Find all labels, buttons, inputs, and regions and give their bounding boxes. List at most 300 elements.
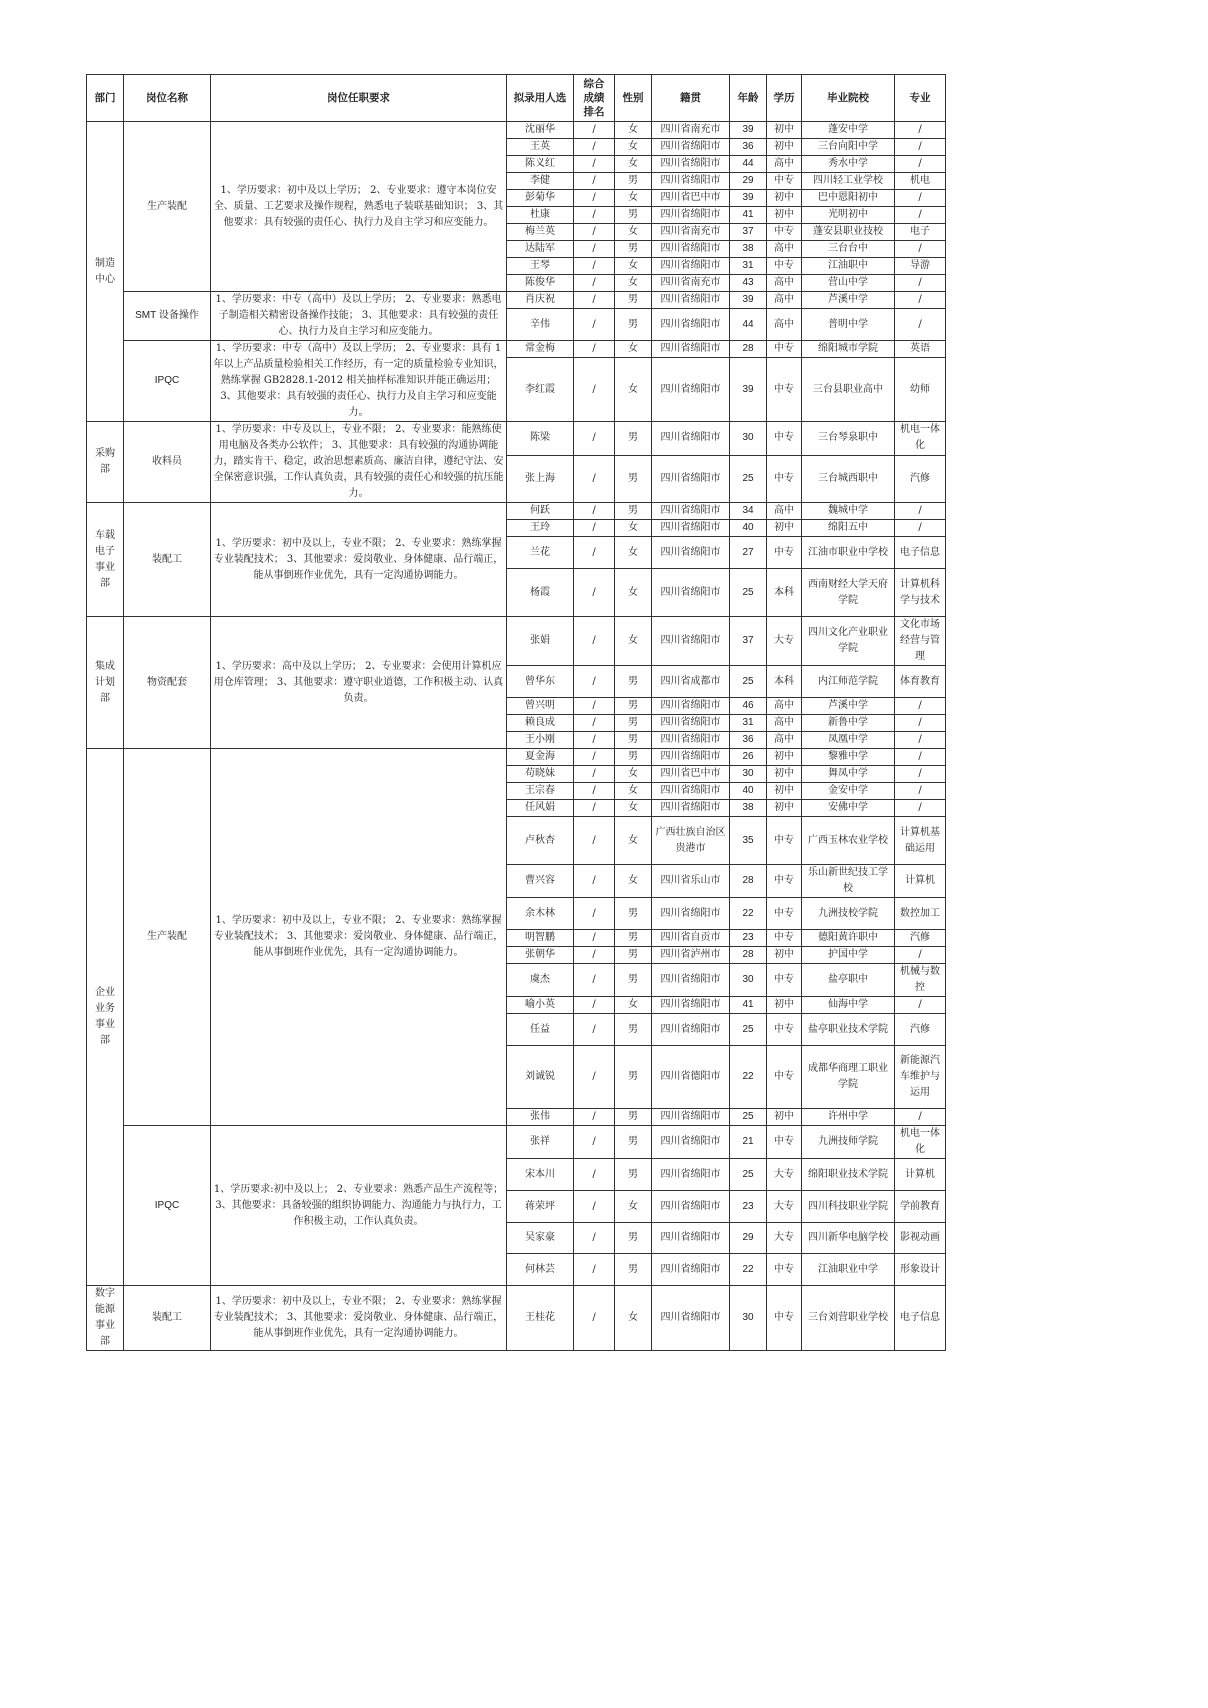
candidate-education: 高中 (767, 309, 802, 341)
candidate-age: 44 (730, 156, 767, 173)
candidate-education: 高中 (767, 732, 802, 749)
candidate-gender: 女 (615, 537, 652, 569)
candidate-gender: 男 (615, 732, 652, 749)
candidate-origin: 四川省绵阳市 (652, 341, 730, 358)
candidate-school: 三台台中 (802, 241, 895, 258)
candidate-school: 三台琴泉职中 (802, 422, 895, 456)
candidate-education: 初中 (767, 947, 802, 964)
candidate-gender: 男 (615, 173, 652, 190)
candidate-school: 蓬安中学 (802, 122, 895, 139)
candidate-education: 中专 (767, 1014, 802, 1046)
candidate-major: 汽修 (895, 1014, 946, 1046)
candidate-major: 英语 (895, 341, 946, 358)
candidate-gender: 男 (615, 749, 652, 766)
candidate-school: 三台城西职中 (802, 455, 895, 502)
candidate-name: 王英 (507, 139, 574, 156)
candidate-major: 影视动画 (895, 1223, 946, 1254)
candidate-name: 明智鹏 (507, 930, 574, 947)
requirements-cell: 1、学历要求：初中及以上，专业不限； 2、专业要求：熟练掌握专业装配技术； 3、其他要求：爱岗敬业、身体健康、品行端正，能从事倒班作业优先，具有一定沟通协调能力。 (211, 1286, 507, 1351)
candidate-rank: / (574, 455, 615, 502)
candidate-education: 大专 (767, 1191, 802, 1223)
requirements-cell: 1、学历要求:初中及以上； 2、专业要求：熟悉产品生产流程等； 3、其他要求：具备较强的组织协调能力、沟通能力与执行力，工作积极主动，工作认真负责。 (211, 1126, 507, 1286)
candidate-age: 23 (730, 930, 767, 947)
position-cell: SMT 设备操作 (124, 292, 211, 341)
candidate-school: 安佛中学 (802, 800, 895, 817)
candidate-gender: 女 (615, 358, 652, 422)
candidate-school: 舞凤中学 (802, 766, 895, 783)
candidate-origin: 广西壮族自治区贵港市 (652, 817, 730, 865)
candidate-rank: / (574, 569, 615, 617)
candidate-major: / (895, 800, 946, 817)
candidate-name: 余木林 (507, 898, 574, 930)
candidate-major: 机械与数控 (895, 964, 946, 997)
recruitment-table (86, 74, 946, 1351)
candidate-rank: / (574, 698, 615, 715)
table-row (87, 1286, 946, 1351)
candidate-age: 25 (730, 455, 767, 502)
candidate-name: 蒋荣坪 (507, 1191, 574, 1223)
candidate-age: 43 (730, 275, 767, 292)
header-major: 专业 (895, 75, 946, 122)
candidate-name: 王小刚 (507, 732, 574, 749)
candidate-name: 陈梁 (507, 422, 574, 456)
candidate-name: 彭菊华 (507, 190, 574, 207)
candidate-age: 22 (730, 1254, 767, 1286)
candidate-rank: / (574, 207, 615, 224)
candidate-gender: 女 (615, 569, 652, 617)
candidate-gender: 男 (615, 1223, 652, 1254)
candidate-education: 中专 (767, 1126, 802, 1159)
candidate-education: 初中 (767, 800, 802, 817)
candidate-origin: 四川省绵阳市 (652, 749, 730, 766)
candidate-education: 中专 (767, 865, 802, 898)
candidate-education: 高中 (767, 292, 802, 309)
candidate-education: 中专 (767, 930, 802, 947)
department-cell: 企业业务事业部 (87, 749, 124, 1286)
candidate-education: 初中 (767, 1109, 802, 1126)
candidate-age: 29 (730, 173, 767, 190)
candidate-origin: 四川省绵阳市 (652, 455, 730, 502)
candidate-major: / (895, 503, 946, 520)
candidate-gender: 女 (615, 865, 652, 898)
candidate-gender: 男 (615, 241, 652, 258)
candidate-name: 任益 (507, 1014, 574, 1046)
candidate-origin: 四川省南充市 (652, 275, 730, 292)
candidate-education: 中专 (767, 358, 802, 422)
candidate-rank: / (574, 766, 615, 783)
candidate-name: 吴家豪 (507, 1223, 574, 1254)
candidate-education: 中专 (767, 173, 802, 190)
candidate-origin: 四川省绵阳市 (652, 309, 730, 341)
candidate-name: 刘诚锐 (507, 1046, 574, 1109)
candidate-origin: 四川省泸州市 (652, 947, 730, 964)
candidate-age: 34 (730, 503, 767, 520)
candidate-name: 曾兴明 (507, 698, 574, 715)
candidate-major: 电子信息 (895, 537, 946, 569)
requirements-cell: 1、学历要求：中专（高中）及以上学历； 2、专业要求：具有 1 年以上产品质量检验相关工作经历，有一定的质量检验专业知识，熟练掌握 GB2828.1-2012 相关抽样标准知识并能正确运用； 3、其他要求：具有较强的责任心、执行力及自主学习和应变能力。 (211, 341, 507, 422)
candidate-name: 王琴 (507, 258, 574, 275)
candidate-age: 40 (730, 783, 767, 800)
candidate-school: 秀水中学 (802, 156, 895, 173)
candidate-origin: 四川省绵阳市 (652, 139, 730, 156)
candidate-gender: 女 (615, 139, 652, 156)
candidate-major: 电子信息 (895, 1286, 946, 1351)
candidate-age: 25 (730, 1014, 767, 1046)
candidate-rank: / (574, 783, 615, 800)
candidate-education: 高中 (767, 698, 802, 715)
candidate-origin: 四川省绵阳市 (652, 156, 730, 173)
candidate-origin: 四川省巴中市 (652, 190, 730, 207)
candidate-major: / (895, 122, 946, 139)
position-cell: 收料员 (124, 422, 211, 503)
position-cell: 物资配套 (124, 617, 211, 749)
candidate-major: / (895, 783, 946, 800)
table-body (87, 122, 946, 1351)
candidate-origin: 四川省绵阳市 (652, 241, 730, 258)
candidate-name: 虞杰 (507, 964, 574, 997)
candidate-gender: 女 (615, 122, 652, 139)
candidate-major: 机电一体化 (895, 1126, 946, 1159)
candidate-name: 任风娟 (507, 800, 574, 817)
candidate-school: 四川轻工业学校 (802, 173, 895, 190)
candidate-age: 37 (730, 617, 767, 666)
candidate-name: 曹兴容 (507, 865, 574, 898)
candidate-major: 汽修 (895, 455, 946, 502)
candidate-major: 计算机 (895, 865, 946, 898)
candidate-major: 幼师 (895, 358, 946, 422)
candidate-school: 芦溪中学 (802, 292, 895, 309)
candidate-gender: 女 (615, 617, 652, 666)
candidate-age: 38 (730, 241, 767, 258)
candidate-education: 高中 (767, 156, 802, 173)
candidate-name: 何林芸 (507, 1254, 574, 1286)
candidate-gender: 男 (615, 422, 652, 456)
candidate-school: 西南财经大学天府学院 (802, 569, 895, 617)
candidate-gender: 女 (615, 997, 652, 1014)
candidate-name: 杨霞 (507, 569, 574, 617)
candidate-education: 中专 (767, 422, 802, 456)
candidate-school: 四川科技职业学院 (802, 1191, 895, 1223)
candidate-age: 30 (730, 422, 767, 456)
requirements-cell: 1、学历要求：初中及以上学历； 2、专业要求：遵守本岗位安全、质量、工艺要求及操作规程，熟悉电子装联基础知识； 3、其他要求：具有较强的责任心、执行力及自主学习和应变能力。 (211, 122, 507, 292)
candidate-major: / (895, 190, 946, 207)
candidate-name: 王桂花 (507, 1286, 574, 1351)
candidate-education: 初中 (767, 997, 802, 1014)
candidate-education: 初中 (767, 122, 802, 139)
candidate-age: 31 (730, 715, 767, 732)
department-cell: 制造中心 (87, 122, 124, 422)
candidate-origin: 四川省绵阳市 (652, 617, 730, 666)
candidate-education: 大专 (767, 1223, 802, 1254)
candidate-school: 营山中学 (802, 275, 895, 292)
candidate-school: 新鲁中学 (802, 715, 895, 732)
candidate-gender: 男 (615, 964, 652, 997)
candidate-rank: / (574, 358, 615, 422)
candidate-gender: 女 (615, 224, 652, 241)
candidate-gender: 男 (615, 292, 652, 309)
department-cell: 数字能源事业部 (87, 1286, 124, 1351)
candidate-rank: / (574, 666, 615, 698)
candidate-education: 中专 (767, 1286, 802, 1351)
candidate-age: 28 (730, 341, 767, 358)
candidate-age: 29 (730, 1223, 767, 1254)
candidate-education: 中专 (767, 341, 802, 358)
candidate-age: 22 (730, 898, 767, 930)
candidate-age: 36 (730, 139, 767, 156)
candidate-rank: / (574, 258, 615, 275)
candidate-school: 巴中恩阳初中 (802, 190, 895, 207)
candidate-origin: 四川省绵阳市 (652, 173, 730, 190)
candidate-rank: / (574, 930, 615, 947)
candidate-origin: 四川省绵阳市 (652, 358, 730, 422)
candidate-name: 沈丽华 (507, 122, 574, 139)
candidate-rank: / (574, 1254, 615, 1286)
candidate-rank: / (574, 156, 615, 173)
requirements-cell: 1、学历要求：高中及以上学历； 2、专业要求：会使用计算机应用仓库管理； 3、其他要求：遵守职业道德，工作积极主动、认真负责。 (211, 617, 507, 749)
candidate-origin: 四川省绵阳市 (652, 1159, 730, 1191)
candidate-school: 绵阳职业技术学院 (802, 1159, 895, 1191)
candidate-school: 江油职业中学 (802, 1254, 895, 1286)
candidate-rank: / (574, 139, 615, 156)
candidate-name: 李健 (507, 173, 574, 190)
header-row (87, 75, 946, 122)
candidate-rank: / (574, 1126, 615, 1159)
candidate-gender: 女 (615, 275, 652, 292)
candidate-major: 形象设计 (895, 1254, 946, 1286)
table-row (87, 122, 946, 139)
candidate-origin: 四川省绵阳市 (652, 422, 730, 456)
candidate-major: 机电 (895, 173, 946, 190)
header-candidate: 拟录用人选 (507, 75, 574, 122)
candidate-education: 中专 (767, 537, 802, 569)
candidate-school: 芦溪中学 (802, 698, 895, 715)
candidate-age: 31 (730, 258, 767, 275)
header-dept: 部门 (87, 75, 124, 122)
candidate-gender: 女 (615, 341, 652, 358)
candidate-gender: 女 (615, 800, 652, 817)
candidate-major: / (895, 292, 946, 309)
candidate-rank: / (574, 503, 615, 520)
candidate-age: 36 (730, 732, 767, 749)
candidate-origin: 四川省绵阳市 (652, 698, 730, 715)
candidate-major: 体育教育 (895, 666, 946, 698)
candidate-education: 高中 (767, 275, 802, 292)
candidate-major: / (895, 309, 946, 341)
candidate-school: 内江师范学院 (802, 666, 895, 698)
candidate-education: 中专 (767, 1254, 802, 1286)
candidate-gender: 女 (615, 190, 652, 207)
candidate-major: / (895, 520, 946, 537)
candidate-school: 四川文化产业职业学院 (802, 617, 895, 666)
candidate-name: 陈俊华 (507, 275, 574, 292)
candidate-gender: 男 (615, 1159, 652, 1191)
candidate-major: / (895, 156, 946, 173)
candidate-education: 初中 (767, 190, 802, 207)
candidate-origin: 四川省自贡市 (652, 930, 730, 947)
candidate-gender: 男 (615, 1014, 652, 1046)
candidate-name: 张朝华 (507, 947, 574, 964)
candidate-gender: 男 (615, 898, 652, 930)
candidate-name: 陈义红 (507, 156, 574, 173)
candidate-rank: / (574, 715, 615, 732)
candidate-school: 广西玉林农业学校 (802, 817, 895, 865)
candidate-rank: / (574, 617, 615, 666)
candidate-education: 初中 (767, 520, 802, 537)
candidate-major: 数控加工 (895, 898, 946, 930)
candidate-major: / (895, 207, 946, 224)
candidate-school: 金安中学 (802, 783, 895, 800)
candidate-major: 新能源汽车维护与运用 (895, 1046, 946, 1109)
candidate-gender: 男 (615, 666, 652, 698)
candidate-name: 杜康 (507, 207, 574, 224)
candidate-gender: 女 (615, 783, 652, 800)
position-cell: 生产装配 (124, 122, 211, 292)
candidate-school: 盐亭职中 (802, 964, 895, 997)
candidate-rank: / (574, 732, 615, 749)
candidate-school: 许州中学 (802, 1109, 895, 1126)
candidate-origin: 四川省绵阳市 (652, 1254, 730, 1286)
candidate-origin: 四川省绵阳市 (652, 503, 730, 520)
candidate-name: 王玲 (507, 520, 574, 537)
candidate-education: 中专 (767, 817, 802, 865)
candidate-major: 计算机 (895, 1159, 946, 1191)
position-cell: 生产装配 (124, 749, 211, 1126)
candidate-age: 25 (730, 1109, 767, 1126)
header-origin: 籍贯 (652, 75, 730, 122)
candidate-name: 卢秋杏 (507, 817, 574, 865)
table-row (87, 749, 946, 766)
department-cell: 采购部 (87, 422, 124, 503)
candidate-rank: / (574, 537, 615, 569)
candidate-origin: 四川省绵阳市 (652, 1191, 730, 1223)
candidate-age: 21 (730, 1126, 767, 1159)
candidate-education: 初中 (767, 766, 802, 783)
position-cell: IPQC (124, 1126, 211, 1286)
candidate-school: 成都华商理工职业学院 (802, 1046, 895, 1109)
candidate-major: 机电一体化 (895, 422, 946, 456)
candidate-school: 仙海中学 (802, 997, 895, 1014)
candidate-education: 高中 (767, 715, 802, 732)
requirements-cell: 1、学历要求：中专（高中）及以上学历； 2、专业要求：熟悉电子制造相关精密设备操作技能； 3、其他要求：具有较强的责任心、执行力及自主学习和应变能力。 (211, 292, 507, 341)
candidate-major: 学前教育 (895, 1191, 946, 1223)
candidate-rank: / (574, 817, 615, 865)
candidate-origin: 四川省德阳市 (652, 1046, 730, 1109)
department-cell: 集成计划部 (87, 617, 124, 749)
candidate-major: / (895, 947, 946, 964)
position-cell: 装配工 (124, 1286, 211, 1351)
candidate-gender: 男 (615, 1254, 652, 1286)
candidate-school: 江油职中 (802, 258, 895, 275)
candidate-major: / (895, 732, 946, 749)
candidate-major: / (895, 275, 946, 292)
candidate-name: 苟晓妹 (507, 766, 574, 783)
candidate-rank: / (574, 1159, 615, 1191)
candidate-name: 肖庆祝 (507, 292, 574, 309)
candidate-major: / (895, 997, 946, 1014)
candidate-education: 中专 (767, 1046, 802, 1109)
candidate-gender: 男 (615, 1109, 652, 1126)
candidate-name: 张上海 (507, 455, 574, 502)
candidate-name: 张祥 (507, 1126, 574, 1159)
candidate-age: 40 (730, 520, 767, 537)
header-education: 学历 (767, 75, 802, 122)
candidate-name: 王宗春 (507, 783, 574, 800)
candidate-name: 曾华东 (507, 666, 574, 698)
candidate-age: 25 (730, 569, 767, 617)
candidate-origin: 四川省绵阳市 (652, 520, 730, 537)
candidate-origin: 四川省绵阳市 (652, 800, 730, 817)
candidate-rank: / (574, 173, 615, 190)
candidate-age: 30 (730, 964, 767, 997)
candidate-education: 高中 (767, 503, 802, 520)
candidate-age: 39 (730, 358, 767, 422)
table-row (87, 292, 946, 309)
candidate-rank: / (574, 1191, 615, 1223)
candidate-rank: / (574, 1223, 615, 1254)
requirements-cell: 1、学历要求：初中及以上，专业不限； 2、专业要求：熟练掌握专业装配技术； 3、其他要求：爱岗敬业、身体健康、品行端正，能从事倒班作业优先，具有一定沟通协调能力。 (211, 503, 507, 617)
candidate-major: / (895, 715, 946, 732)
candidate-age: 39 (730, 122, 767, 139)
candidate-rank: / (574, 749, 615, 766)
candidate-age: 30 (730, 766, 767, 783)
candidate-rank: / (574, 190, 615, 207)
candidate-major: / (895, 139, 946, 156)
header-gender: 性别 (615, 75, 652, 122)
candidate-gender: 女 (615, 766, 652, 783)
candidate-rank: / (574, 122, 615, 139)
candidate-major: / (895, 766, 946, 783)
candidate-gender: 男 (615, 207, 652, 224)
candidate-major: 计算机基础运用 (895, 817, 946, 865)
candidate-gender: 男 (615, 698, 652, 715)
candidate-name: 李红霞 (507, 358, 574, 422)
candidate-rank: / (574, 947, 615, 964)
candidate-school: 护国中学 (802, 947, 895, 964)
candidate-name: 赖良成 (507, 715, 574, 732)
table-row (87, 617, 946, 666)
candidate-school: 凤凰中学 (802, 732, 895, 749)
candidate-education: 中专 (767, 224, 802, 241)
candidate-origin: 四川省绵阳市 (652, 1286, 730, 1351)
candidate-origin: 四川省绵阳市 (652, 997, 730, 1014)
candidate-school: 三台县职业高中 (802, 358, 895, 422)
candidate-origin: 四川省南充市 (652, 122, 730, 139)
candidate-origin: 四川省绵阳市 (652, 258, 730, 275)
candidate-major: 电子 (895, 224, 946, 241)
requirements-cell: 1、学历要求：中专及以上，专业不限； 2、专业要求：能熟练使用电脑及各类办公软件； 3、其他要求：具有较强的沟通协调能力，踏实肯干、稳定，政治思想素质高、廉洁自律，遵纪守法、安全保密意识强，工作认真负责，具有较强的责任心和较强的抗压能力。 (211, 422, 507, 503)
candidate-education: 初中 (767, 783, 802, 800)
candidate-school: 乐山新世纪技工学校 (802, 865, 895, 898)
candidate-name: 夏金海 (507, 749, 574, 766)
candidate-rank: / (574, 800, 615, 817)
candidate-age: 38 (730, 800, 767, 817)
candidate-name: 喻小英 (507, 997, 574, 1014)
candidate-rank: / (574, 292, 615, 309)
candidate-school: 光明初中 (802, 207, 895, 224)
candidate-rank: / (574, 1286, 615, 1351)
candidate-major: 导游 (895, 258, 946, 275)
candidate-origin: 四川省绵阳市 (652, 207, 730, 224)
candidate-major: / (895, 698, 946, 715)
candidate-age: 37 (730, 224, 767, 241)
candidate-school: 绵阳城市学院 (802, 341, 895, 358)
candidate-age: 28 (730, 865, 767, 898)
table-row (87, 503, 946, 520)
candidate-school: 江油市职业中学校 (802, 537, 895, 569)
candidate-school: 绵阳五中 (802, 520, 895, 537)
candidate-rank: / (574, 275, 615, 292)
header-rank: 综合成绩排名 (574, 75, 615, 122)
